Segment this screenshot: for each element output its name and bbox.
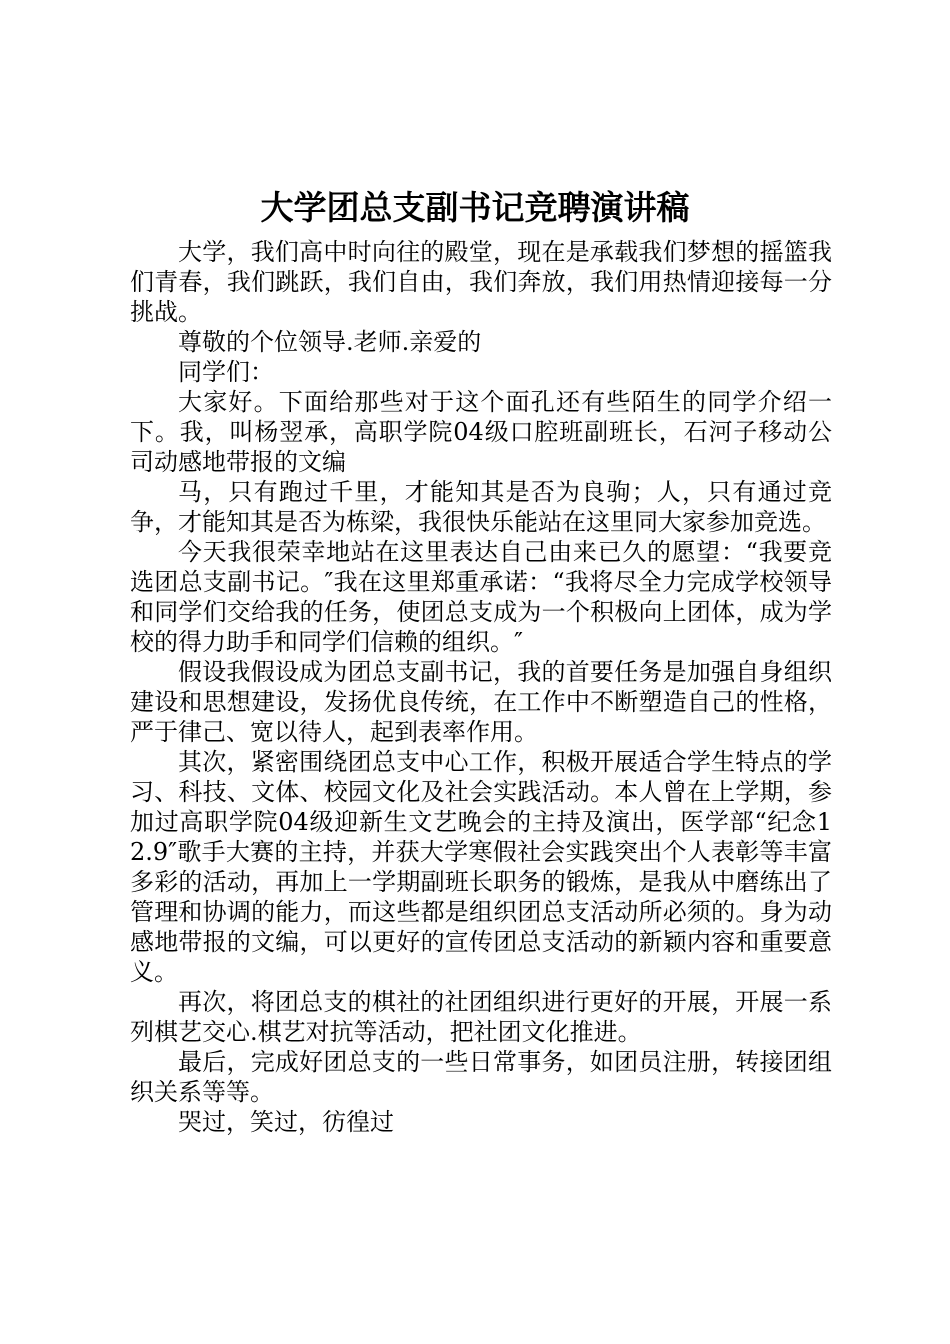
paragraph-wish: 今天我很荣幸地站在这里表达自己由来已久的愿望：“我要竞选团总支副书记。″我在这里郑重承诺：“我将尽全力完成学校领导和同学们交给我的任务，使团总支成为一个积极向上团体，成为学校的得力助手和同学们信赖的组织。″ [130, 538, 832, 656]
paragraph-competition: 马，只有跑过千里，才能知其是否为良驹；人，只有通过竞争，才能知其是否为栋梁，我很快乐能站在这里同大家参加竞选。 [130, 478, 832, 536]
paragraph-second-task: 其次，紧密围绕团总支中心工作，积极开展适合学生特点的学习、科技、文体、校园文化及社会实践活动。本人曾在上学期，参加过高职学院04级迎新生文艺晚会的主持及演出，医学部“纪念12.9″歌手大赛的主持，并获大学寒假社会实践突出个人表彰等丰富多彩的活动，再加上一学期副班长职务的锻炼，是我从中磨练出了管理和协调的能力，而这些都是组织团总支活动所必须的。身为动感地带报的文编，可以更好的宣传团总支活动的新颖内容和重要意义。 [130, 748, 832, 986]
paragraph-third-task: 再次，将团总支的棋社的社团组织进行更好的开展，开展一系列棋艺交心.棋艺对抗等活动，把社团文化推进。 [130, 988, 832, 1046]
document-body [130, 237, 832, 1137]
paragraph-intro: 大学，我们高中时向往的殿堂，现在是承载我们梦想的摇篮我们青春，我们跳跃，我们自由，我们奔放，我们用热情迎接每一分挑战。 [130, 238, 832, 326]
paragraph-salutation: 尊敬的个位领导.老师.亲爱的 [178, 328, 482, 356]
paragraph-closing: 哭过，笑过，彷徨过 [178, 1108, 394, 1136]
paragraph-self-introduction: 大家好。下面给那些对于这个面孔还有些陌生的同学介绍一下。我，叫杨翌承，高职学院04级口腔班副班长，石河子移动公司动感地带报的文编 [130, 388, 832, 476]
paragraph-last-task: 最后，完成好团总支的一些日常事务，如团员注册，转接团组织关系等等。 [130, 1048, 832, 1106]
paragraph-salutation-cont: 同学们： [178, 358, 274, 386]
document-title: 大学团总支副书记竞聘演讲稿 [260, 188, 690, 227]
paragraph-first-task: 假设我假设成为团总支副书记，我的首要任务是加强自身组织建设和思想建设，发扬优良传统，在工作中不断塑造自己的性格，严于律己、宽以待人，起到表率作用。 [130, 658, 832, 746]
